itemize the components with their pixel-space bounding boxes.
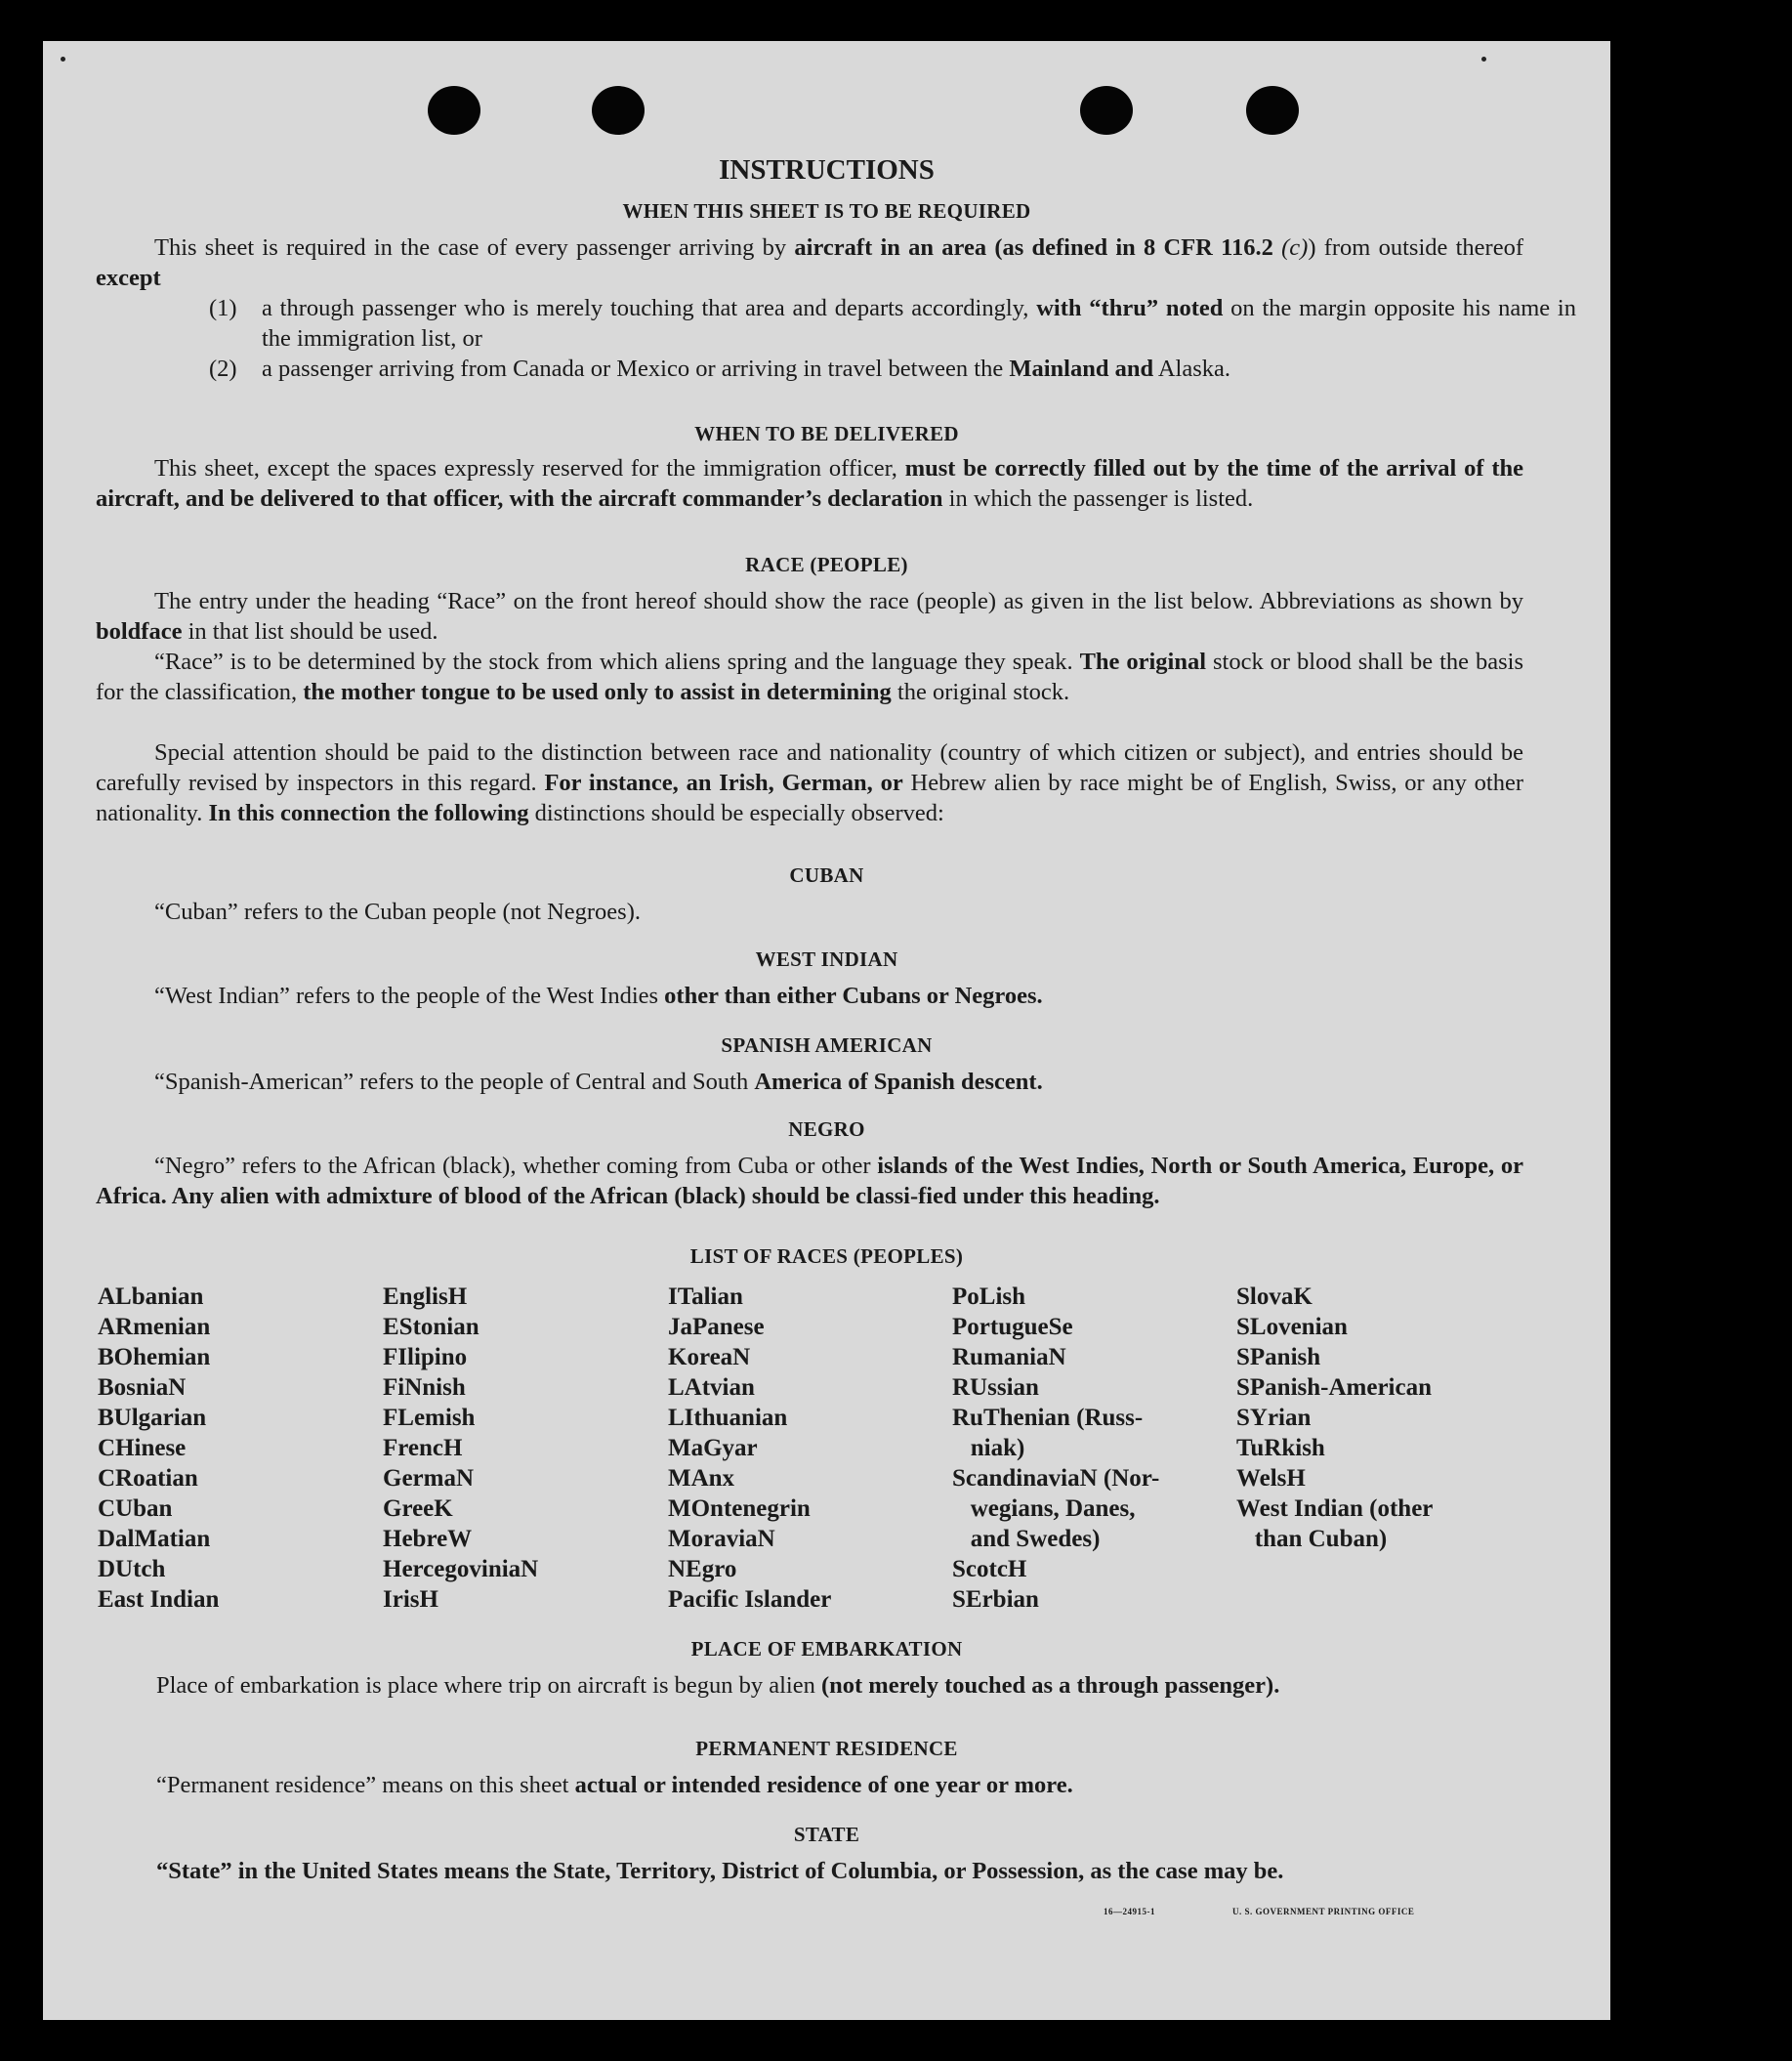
race-item: WelsH bbox=[1236, 1465, 1306, 1492]
race-item: ScotcH bbox=[952, 1556, 1027, 1582]
form-code: 16—24915-1 bbox=[1104, 1907, 1155, 1916]
text-bold: The original bbox=[1079, 649, 1207, 675]
heading-permanent-residence: PERMANENT RESIDENCE bbox=[695, 1737, 958, 1760]
heading-west-indian: WEST INDIAN bbox=[755, 947, 898, 971]
text: a passenger arriving from Canada or Mexico or arriving in travel between the bbox=[262, 356, 1010, 382]
text-bold: (not merely touched as a through passenger). bbox=[820, 1672, 1280, 1699]
text: This sheet, except the spaces expressly reserved for the immigration officer, bbox=[154, 455, 905, 482]
paragraph-state bbox=[98, 1856, 1523, 1886]
race-item: SErbian bbox=[952, 1586, 1039, 1613]
text-bold: In this connection the following bbox=[208, 800, 529, 826]
race-item: SLovenian bbox=[1236, 1314, 1348, 1340]
text: “Cuban” refers to the Cuban people (not Negroes). bbox=[154, 899, 641, 925]
paragraph-spanish-american bbox=[154, 1067, 1523, 1097]
race-item: MaGyar bbox=[668, 1435, 758, 1461]
punch-hole bbox=[1080, 86, 1133, 135]
heading-when-delivered: WHEN TO BE DELIVERED bbox=[694, 422, 959, 445]
race-item: LAtvian bbox=[668, 1374, 755, 1401]
text-bold: America of Spanish descent. bbox=[754, 1069, 1043, 1095]
race-item: ITalian bbox=[668, 1283, 743, 1310]
page-title: INSTRUCTIONS bbox=[719, 154, 935, 186]
races-column-3 bbox=[668, 1282, 831, 1615]
text-bold: For instance, an Irish, German, or bbox=[544, 770, 903, 796]
race-item: JaPanese bbox=[668, 1314, 765, 1340]
punch-hole bbox=[428, 86, 480, 135]
text-bold: islands of the West Indies, North or South America, Europe, or Africa. bbox=[96, 1153, 1523, 1209]
paragraph-when-required bbox=[96, 232, 1523, 293]
text-bold: with “thru” noted bbox=[1036, 295, 1224, 321]
race-item: niak) bbox=[952, 1435, 1025, 1461]
race-item: MOntenegrin bbox=[668, 1495, 811, 1522]
race-item: PoLish bbox=[952, 1283, 1026, 1310]
race-item: EnglisH bbox=[383, 1283, 468, 1310]
text: the original stock. bbox=[891, 679, 1070, 705]
race-item: GreeK bbox=[383, 1495, 453, 1522]
text: Alaska. bbox=[1153, 356, 1231, 382]
text: This sheet is required in the case of every passenger arriving by bbox=[154, 234, 795, 261]
text: “Negro” refers to the African (black), whether coming from Cuba or other bbox=[154, 1153, 878, 1179]
text: in that list should be used. bbox=[182, 618, 438, 645]
text: “West Indian” refers to the people of the West Indies bbox=[154, 983, 665, 1009]
races-column-2 bbox=[383, 1282, 538, 1615]
race-item: RumaniaN bbox=[952, 1344, 1066, 1370]
race-item: FrencH bbox=[383, 1435, 463, 1461]
race-item: CUban bbox=[98, 1495, 173, 1522]
paragraph-permanent-residence bbox=[156, 1770, 1523, 1800]
text: stock or blood shall be the basis for the classification, bbox=[96, 649, 1523, 705]
text: a through passenger who is merely touching that area and departs accordingly, bbox=[262, 295, 1037, 321]
race-item: and Swedes) bbox=[952, 1526, 1101, 1552]
race-item: CRoatian bbox=[98, 1465, 198, 1492]
race-item: DalMatian bbox=[98, 1526, 211, 1552]
paragraph-race-2 bbox=[96, 647, 1523, 707]
text-bold: “State” in the United States means the State, Territory, District of Columbia, or Possession, as the case bbox=[156, 1858, 1198, 1884]
text: “Spanish-American” refers to the people of Central and South bbox=[154, 1069, 755, 1095]
race-item: DUtch bbox=[98, 1556, 166, 1582]
races-column-4 bbox=[952, 1282, 1159, 1615]
race-item: HebreW bbox=[383, 1526, 473, 1552]
text: ) from outside thereof bbox=[1308, 234, 1523, 261]
race-item: NEgro bbox=[668, 1556, 737, 1582]
race-item: than Cuban) bbox=[1236, 1526, 1388, 1552]
item-number: (1) bbox=[209, 295, 237, 321]
paragraph-when-delivered bbox=[96, 453, 1523, 514]
race-item: KoreaN bbox=[668, 1344, 751, 1370]
race-item: PortugueSe bbox=[952, 1314, 1073, 1340]
heading-when-required: WHEN THIS SHEET IS TO BE REQUIRED bbox=[622, 199, 1031, 223]
heading-list-of-races: LIST OF RACES (PEOPLES) bbox=[689, 1244, 964, 1268]
text-bold: boldface bbox=[96, 618, 183, 645]
text: in which the passenger is listed. bbox=[942, 485, 1254, 512]
printer-imprint: U. S. GOVERNMENT PRINTING OFFICE bbox=[1232, 1907, 1415, 1916]
text: “Race” is to be determined by the stock from which aliens spring and the language they speak. bbox=[154, 649, 1080, 675]
paragraph-cuban bbox=[154, 897, 1523, 927]
heading-negro: NEGRO bbox=[788, 1117, 865, 1141]
race-item: MoraviaN bbox=[668, 1526, 775, 1552]
race-item: ALbanian bbox=[98, 1283, 204, 1310]
race-item: FIlipino bbox=[383, 1344, 468, 1370]
race-item: IrisH bbox=[383, 1586, 438, 1613]
race-item: SYrian bbox=[1236, 1405, 1312, 1431]
text-bold: aircraft in an area (as defined in 8 CFR 116.2 bbox=[794, 234, 1273, 261]
race-item: SPanish-American bbox=[1236, 1374, 1432, 1401]
race-item: RuThenian (Russ- bbox=[952, 1405, 1144, 1431]
text-bold: other than either Cubans or Negroes. bbox=[664, 983, 1043, 1009]
race-item: FiNnish bbox=[383, 1374, 466, 1401]
heading-race: RACE (PEOPLE) bbox=[745, 553, 908, 576]
text-bold: the mother tongue to be used only to assist in determining bbox=[303, 679, 892, 705]
paragraph-race-1 bbox=[96, 586, 1523, 647]
punch-hole bbox=[592, 86, 645, 135]
race-item: wegians, Danes, bbox=[952, 1495, 1136, 1522]
text: The entry under the heading “Race” on the front hereof should show the race (people) as given in the list below. Abbreviations as shown by bbox=[154, 588, 1523, 614]
text: Hebrew alien by race might be of English, Swiss, or any other nationality. bbox=[96, 770, 1523, 826]
race-item: RUssian bbox=[952, 1374, 1039, 1401]
race-item: SlovaK bbox=[1236, 1283, 1313, 1310]
text-bold: except bbox=[96, 265, 161, 291]
race-item: ARmenian bbox=[98, 1314, 211, 1340]
race-item: West Indian (other bbox=[1236, 1495, 1434, 1522]
heading-cuban: CUBAN bbox=[789, 863, 864, 887]
race-item: SPanish bbox=[1236, 1344, 1321, 1370]
paragraph-embarkation bbox=[98, 1670, 1523, 1701]
race-item: MAnx bbox=[668, 1465, 735, 1492]
race-item: TuRkish bbox=[1236, 1435, 1325, 1461]
race-item: Pacific Islander bbox=[668, 1586, 832, 1613]
paragraph-race-3 bbox=[96, 737, 1523, 828]
text-bold: may be. bbox=[1197, 1858, 1284, 1884]
text: Special attention should be paid to the distinction between race and nationality (country of which citizen or subject), and entries should be carefully revised by inspectors in this regard. bbox=[96, 739, 1523, 796]
text: Place of embarkation is place where trip on aircraft is begun by alien bbox=[156, 1672, 821, 1699]
races-column-5 bbox=[1236, 1282, 1433, 1554]
race-item: EStonian bbox=[383, 1314, 479, 1340]
heading-state: STATE bbox=[793, 1823, 860, 1846]
race-item: BUlgarian bbox=[98, 1405, 207, 1431]
race-item: ScandinaviaN (Nor- bbox=[952, 1465, 1160, 1492]
list-item-1 bbox=[209, 293, 1576, 354]
text: on the margin opposite his name in the immigration list, or bbox=[262, 295, 1576, 352]
text: distinctions should be especially observed: bbox=[528, 800, 944, 826]
race-item: GermaN bbox=[383, 1465, 475, 1492]
paragraph-west-indian bbox=[154, 981, 1523, 1011]
paragraph-negro bbox=[96, 1151, 1523, 1211]
list-item-2 bbox=[209, 354, 1576, 384]
text-bold: actual or intended residence of one year or more. bbox=[574, 1772, 1073, 1798]
race-item: BosniaN bbox=[98, 1374, 187, 1401]
text-bold: Any alien with admixture of blood of the African (black) should be classi-fied under this heading. bbox=[171, 1183, 1160, 1209]
heading-spanish-american: SPANISH AMERICAN bbox=[721, 1033, 933, 1057]
race-item: CHinese bbox=[98, 1435, 187, 1461]
text-italic: (c) bbox=[1272, 234, 1309, 261]
document-sheet bbox=[43, 41, 1610, 2020]
text: “Permanent residence” means on this sheet bbox=[156, 1772, 575, 1798]
races-column-1 bbox=[98, 1282, 219, 1615]
punch-hole bbox=[1246, 86, 1299, 135]
speck bbox=[61, 57, 65, 62]
text-bold: must be correctly filled out by the time of the arrival of the aircraft, and be delivered to that officer, with the aircraft commander’s declaration bbox=[96, 455, 1524, 512]
text-bold: Mainland and bbox=[1009, 356, 1154, 382]
race-item: FLemish bbox=[383, 1405, 476, 1431]
heading-embarkation: PLACE OF EMBARKATION bbox=[690, 1637, 963, 1661]
race-item: East Indian bbox=[98, 1586, 220, 1613]
race-item: BOhemian bbox=[98, 1344, 211, 1370]
race-item: HercegoviniaN bbox=[383, 1556, 539, 1582]
item-number: (2) bbox=[209, 356, 237, 382]
speck bbox=[1481, 57, 1486, 62]
race-item: LIthuanian bbox=[668, 1405, 788, 1431]
